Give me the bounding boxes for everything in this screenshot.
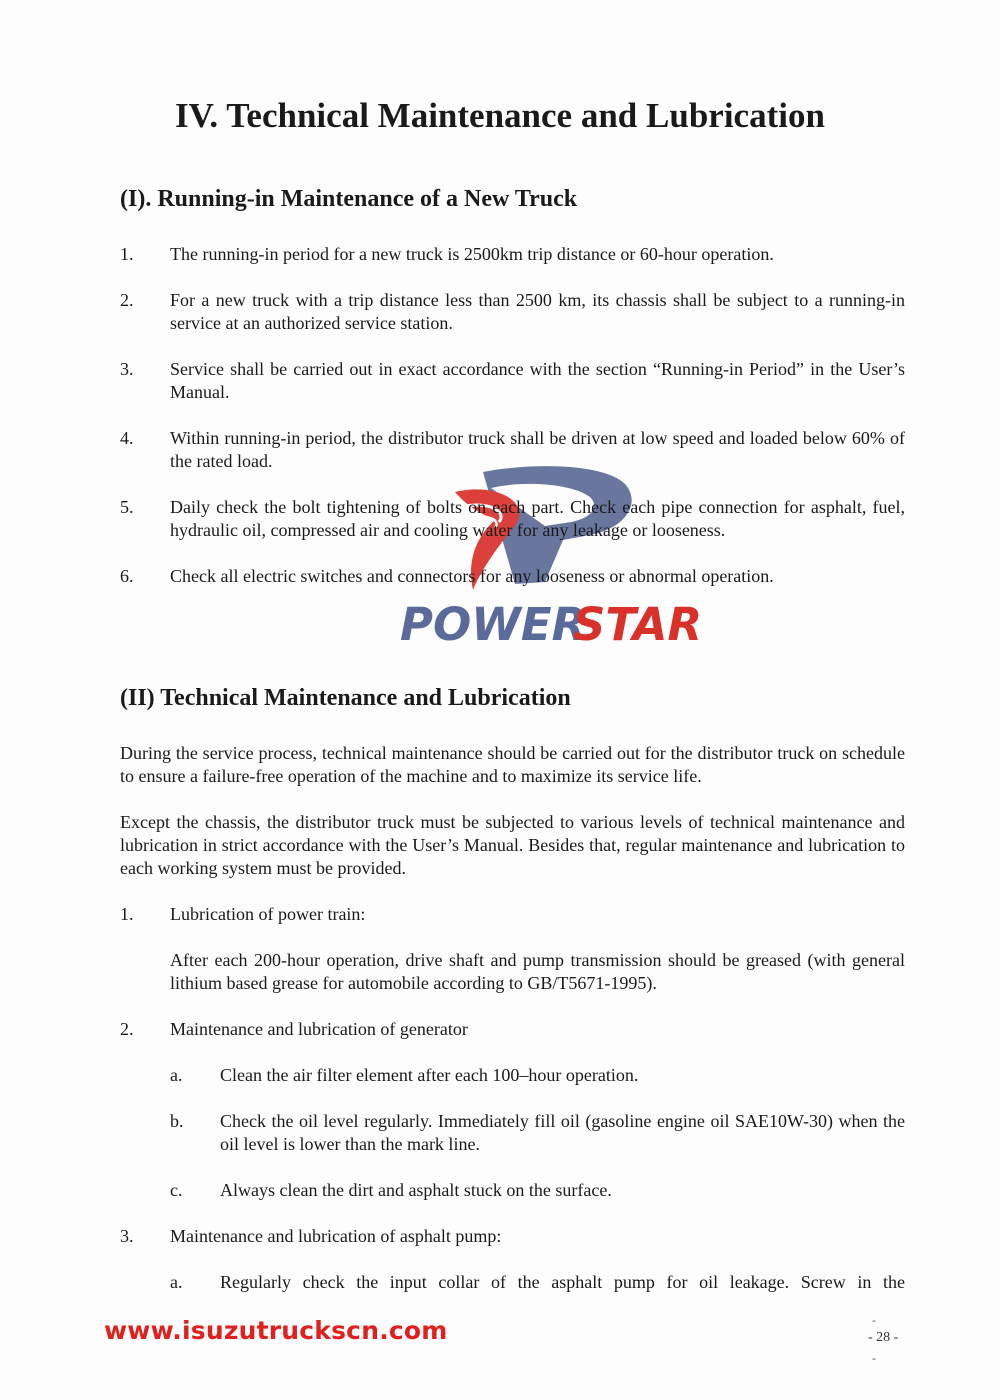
page-number-dash-top: - — [872, 1313, 876, 1327]
list-item-text: Within running-in period, the distributor truck shall be driven at low speed and loaded below 60% of the rated load. — [170, 428, 905, 471]
sub-list-item — [170, 1064, 905, 1087]
sub-list-item — [170, 1110, 905, 1156]
list-item-text: Service shall be carried out in exact accordance with the section “Running-in Period” in the User’s Manual. — [170, 359, 905, 402]
list-item-text: Maintenance and lubrication of asphalt pump: — [170, 1226, 502, 1246]
sub-list-item — [170, 1179, 905, 1202]
list-item-text: Daily check the bolt tightening of bolts on each part. Check each pipe connection for asphalt, fuel, hydraulic oil, compressed air and cooling water for any leakage or looseness. — [170, 497, 905, 540]
sub-list-item-letter: c. — [170, 1180, 183, 1200]
list-item-detail: After each 200-hour operation, drive shaft and pump transmission should be greased (with general lithium based grease for automobile according to GB/T5671-1995). — [170, 950, 905, 993]
sub-list-item-letter: a. — [170, 1065, 183, 1085]
list-item — [120, 358, 905, 404]
page-number: - 28 - — [868, 1330, 899, 1345]
list-item — [120, 289, 905, 335]
list-item-number: 6. — [120, 566, 134, 586]
sub-list-item — [170, 1271, 905, 1294]
powerstar-watermark-logo — [395, 462, 705, 652]
list-item — [120, 1225, 905, 1248]
list-item-text: The running-in period for a new truck is 2500km trip distance or 60-hour operation. — [170, 244, 774, 264]
list-item — [120, 243, 905, 266]
section-heading-running-in: (I). Running-in Maintenance of a New Truck — [120, 186, 578, 212]
list-item-text: Check all electric switches and connectors for any looseness or abnormal operation. — [170, 566, 774, 586]
list-item-text: For a new truck with a trip distance less than 2500 km, its chassis shall be subject to a running-in service at an authorized service station. — [170, 290, 905, 333]
list-item-number: 3. — [120, 359, 134, 379]
watermark-star-text: STAR — [573, 598, 703, 651]
sub-list-item-text: Check the oil level regularly. Immediately fill oil (gasoline engine oil SAE10W-30) when the oil level is lower than the mark line. — [220, 1111, 905, 1154]
footer-website-link[interactable]: www.isuzutruckscn.com — [104, 1316, 448, 1345]
list-item-number: 4. — [120, 428, 134, 448]
page-title: IV. Technical Maintenance and Lubrication — [175, 96, 825, 135]
list-item — [120, 565, 905, 588]
sub-list-item-text: Clean the air filter element after each 100–hour operation. — [220, 1065, 639, 1085]
paragraph: Except the chassis, the distributor truck must be subjected to various levels of technical maintenance and lubrication in strict accordance with the User’s Manual. Besides that, regular maintenance and lubrication to each working system must be provided. — [120, 812, 905, 878]
list-item-number: 1. — [120, 904, 134, 924]
sub-list-item-letter: b. — [170, 1111, 184, 1131]
page-number-dash-bottom: - — [872, 1351, 876, 1365]
sub-list-item-text: Regularly check the input collar of the asphalt pump for oil leakage. Screw in the — [220, 1272, 905, 1292]
list-item-number: 3. — [120, 1226, 134, 1246]
list-item — [120, 903, 905, 926]
list-item-number: 5. — [120, 497, 134, 517]
list-item-number: 1. — [120, 244, 134, 264]
list-item-text: Lubrication of power train: — [170, 904, 366, 924]
list-item-number: 2. — [120, 290, 134, 310]
list-item — [120, 496, 905, 542]
list-item — [120, 1018, 905, 1041]
list-item-number: 2. — [120, 1019, 134, 1039]
paragraph: During the service process, technical maintenance should be carried out for the distributor truck on schedule to ensure a failure-free operation of the machine and to maximize its service life. — [120, 743, 905, 786]
list-item-text: Maintenance and lubrication of generator — [170, 1019, 468, 1039]
sub-list-item-text: Always clean the dirt and asphalt stuck on the surface. — [220, 1180, 612, 1200]
watermark-power-text: POWER — [400, 598, 587, 651]
sub-list-item-letter: a. — [170, 1272, 183, 1292]
section-heading-technical-maintenance: (II) Technical Maintenance and Lubrication — [120, 685, 571, 711]
